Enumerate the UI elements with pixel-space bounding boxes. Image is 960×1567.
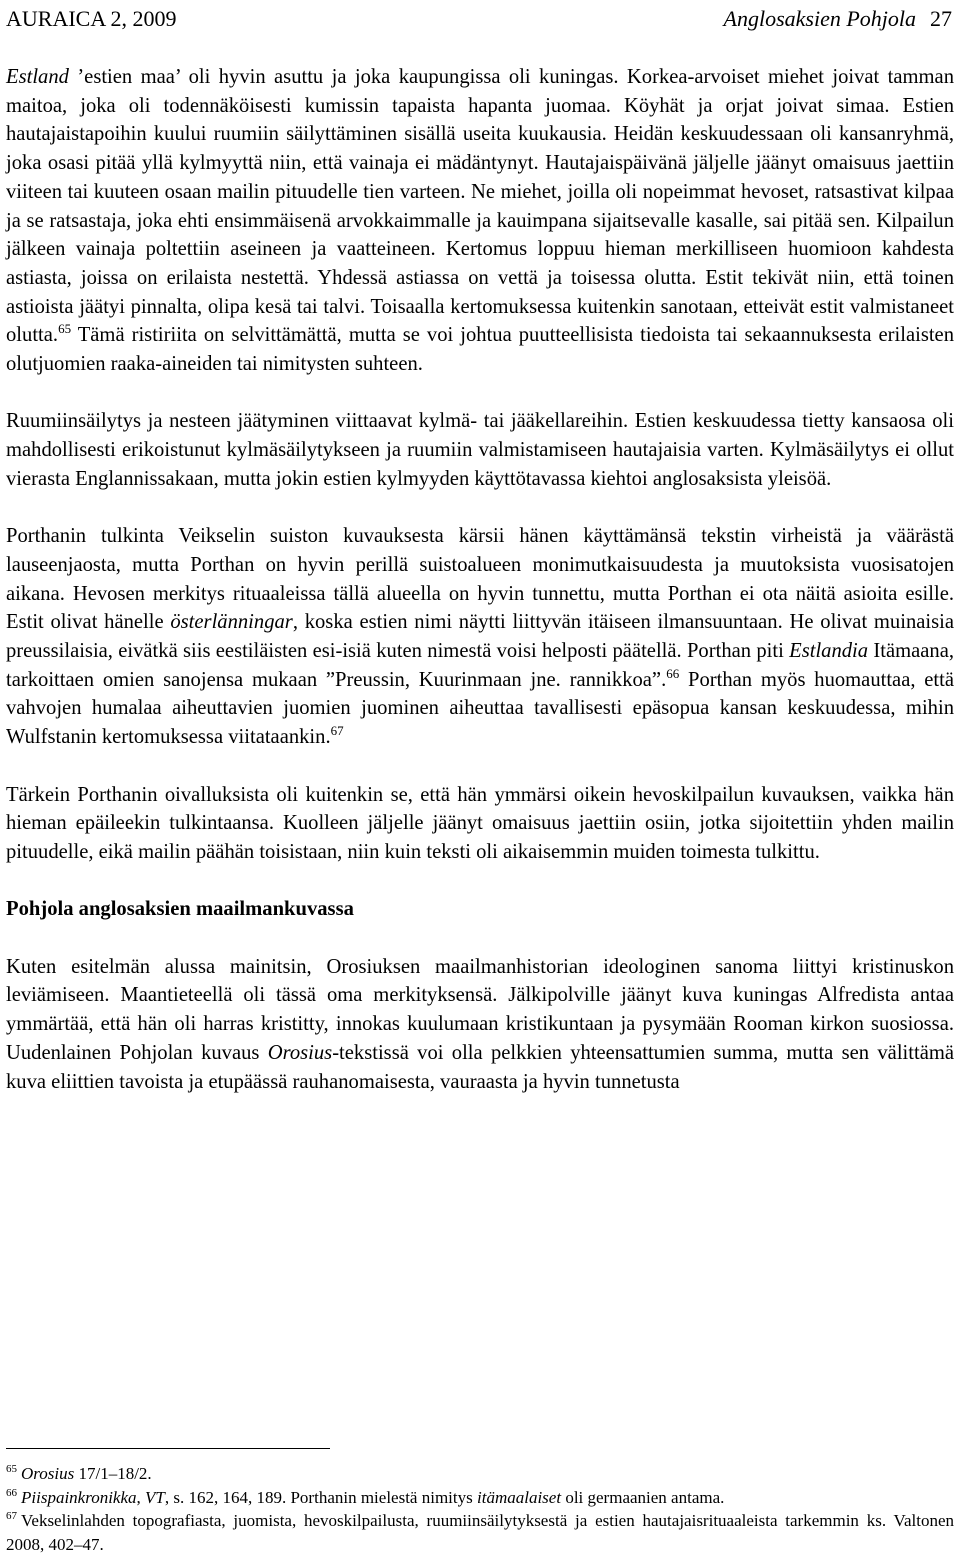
paragraph-text: -tekstissä voi olla pelkkien yhteensattumien summa, mutta sen välittämä kuva eliittien tavoista ja etupäässä rauhanomaisesta, vauraasta ja hyvin tunnetusta (6, 1041, 955, 1093)
footnote-text: , (136, 1487, 146, 1507)
paragraph-1 (6, 63, 954, 379)
paragraph-2: Ruumiinsäilytys ja nesteen jäätyminen viittaavat kylmä- tai jääkellareihin. Estien keskuudessa tietty kansaosa oli mahdollisesti erikoistunut kylmäsäilytykseen ja ruumiin valmistamiseen hautajaisia varten. Kylmäsäilytys ei ollut vierasta Englannissakaan, mutta jokin estien kylmyyden käyttötavassa kiehtoi anglosaksista yleisöä. (6, 410, 954, 490)
header-right (724, 2, 952, 36)
italic-term: VT (145, 1487, 165, 1507)
running-header (6, 2, 952, 36)
journal-name: AURAICA 2, 2009 (6, 6, 177, 31)
article-title: Anglosaksien Pohjola (723, 6, 916, 31)
italic-term: Estlandia (789, 640, 869, 663)
footnote-number: 65 (6, 1463, 17, 1475)
body-text (6, 63, 954, 1096)
paragraph-text: , koska estien nimi näytti liittyvän itäiseen ilmansuuntaan. He olivat muinaisia preussilaisia, eivätkä siis eestiläisten esi-isiä kuten nimestä voisi helposti päätellä. Porthan piti (6, 611, 954, 663)
paragraph-3 (6, 522, 954, 752)
italic-term: itämaalaiset (477, 1487, 562, 1507)
paragraph-5 (6, 953, 954, 1097)
italic-term: Orosius (21, 1464, 75, 1483)
footnote-divider (6, 1448, 330, 1449)
footnote-number: 66 (6, 1486, 17, 1499)
italic-term: österlänningar (170, 611, 293, 634)
italic-term: Piispainkronikka (21, 1487, 137, 1507)
page-number: 27 (930, 6, 952, 31)
paragraph-4: Tärkein Porthanin oivalluksista oli kuitenkin se, että hän ymmärsi oikein hevoskilpailun kuvauksen, vaikka hän hieman epäileekin tulkintaansa. Kuolleen jäljelle jäänyt omaisuus jaettiin osiin, jotka sijoitettiin yhden mailin pituudelle, eikä mailin päähän toisistaan, niin kuin teksti oli aikaisemmin muiden toimesta tulkittu. (6, 783, 954, 863)
footnote-text: , s. 162, 164, 189. Porthanin mielestä nimitys (164, 1487, 477, 1507)
footnote-text: oli germaanien antama. (561, 1487, 725, 1507)
paragraph-text: Tämä ristiriita on selvittämättä, mutta se voi johtua puutteellisista tiedoista tai sekaannuksesta erilaisten olutjuomien raaka-aineiden tai nimitysten suhteen. (6, 324, 954, 376)
paragraph-text: ’estien maa’ oli hyvin asuttu ja joka kaupungissa oli kuningas. Korkea-arvoiset miehet joivat tamman maitoa, joka oli todennäköisesti kumissin tapaista hapanta juomaa. Köyhät ja orjat joivat simaa. Estien hautajaistapoihin kuului ruumiin säilyttäminen sisällä useita kuukausia. Heidän keskuudessaan oli kansanryhmä, joka osasi pitää yllä kylmyyttä niin, että vainaja ei mädäntynyt. Hautajaispäivänä jäljelle jäänyt omaisuus jaettiin viiteen tai kuuteen osaan mailin pituudelle tien varteen. Ne miehet, joilla oli nopeimmat hevoset, ratsastivat kilpaa ja se ratsastaja, joka ehti ensimmäisenä arvokkaimmalle ja kauimpana sijaitsevalle kasalle, sai pitää sen. Kilpailun jälkeen vainaja poltettiin aseineen ja vaatteineen. Kertomus loppuu hieman merkilliseen huomioon kahdesta astiasta, joissa on erilaista nestettä. Yhdessä astiassa on vettä ja toisessa olutta. Estit tekivät niin, että toinen astioista jäätyi pinnalta, olipa kesä tai talvi. Toisaalla kertomuksessa kuitenkin sanotaan, etteivät estit valmistaneet olutta. (6, 66, 954, 347)
footnote-67 (6, 1509, 954, 1556)
footnotes (6, 1462, 954, 1556)
footnote-ref-67[interactable]: 67 (330, 723, 344, 739)
section-heading: Pohjola anglosaksien maailmankuvassa (6, 898, 354, 921)
footnote-number: 67 (6, 1510, 17, 1523)
footnote-ref-65[interactable]: 65 (58, 321, 72, 337)
footnote-ref-66[interactable]: 66 (666, 665, 680, 681)
footnote-text: 17/1–18/2. (74, 1464, 152, 1483)
italic-term: Estland (6, 66, 69, 88)
italic-term: Orosius (267, 1041, 333, 1064)
footnote-66 (6, 1486, 954, 1510)
paragraph-text: Kuten esitelmän alussa mainitsin, Orosiuksen maailmanhistorian ideologinen sanoma liittyi kristinuskon leviämiseen. Maantieteellä oli tässä oma merkityksensä. Jälkipolville jäänyt kuva kuningas Alfredista antaa ymmärtää, että hän oli harras kristitty, innokas kuulumaan kristikuntaan ja pysymään Rooman kirkon suosiossa. Uudenlainen Pohjolan kuvaus (6, 955, 954, 1064)
paragraph-text: Porthan myös huomauttaa, että vahvojen humalaa aiheuttavien juomien juominen aiheuttaa tavallisesti epäsopua kansan keskuudessa, mihin Wulfstanin kertomuksessa viitataankin. (6, 668, 954, 749)
footnote-text: Vekselinlahden topografiasta, juomista, hevoskilpailusta, ruumiinsäilytyksestä ja estien hautajaisrituaaleista tarkemmin ks. Valtonen 2008, 402–47. (6, 1511, 954, 1554)
footnote-65 (6, 1462, 954, 1486)
paragraph-text: Porthanin tulkinta Veikselin suiston kuvauksesta kärsii hänen käyttämänsä tekstin virheistä ja väärästä lauseenjaosta, mutta Porthan on hyvin perillä suistoalueen monimutkaisuudesta ja muutoksista vuosisatojen aikana. Hevosen merkitys rituaaleissa tällä alueella on hyvin tunnettu, mutta Porthan ei ota näitä asioita esille. Estit olivat hänelle (6, 525, 954, 634)
paragraph-text: Itämaana, tarkoittaen omien sanojensa mukaan ”Preussin, Kuurinmaan jne. rannikkoa”. (6, 640, 954, 691)
